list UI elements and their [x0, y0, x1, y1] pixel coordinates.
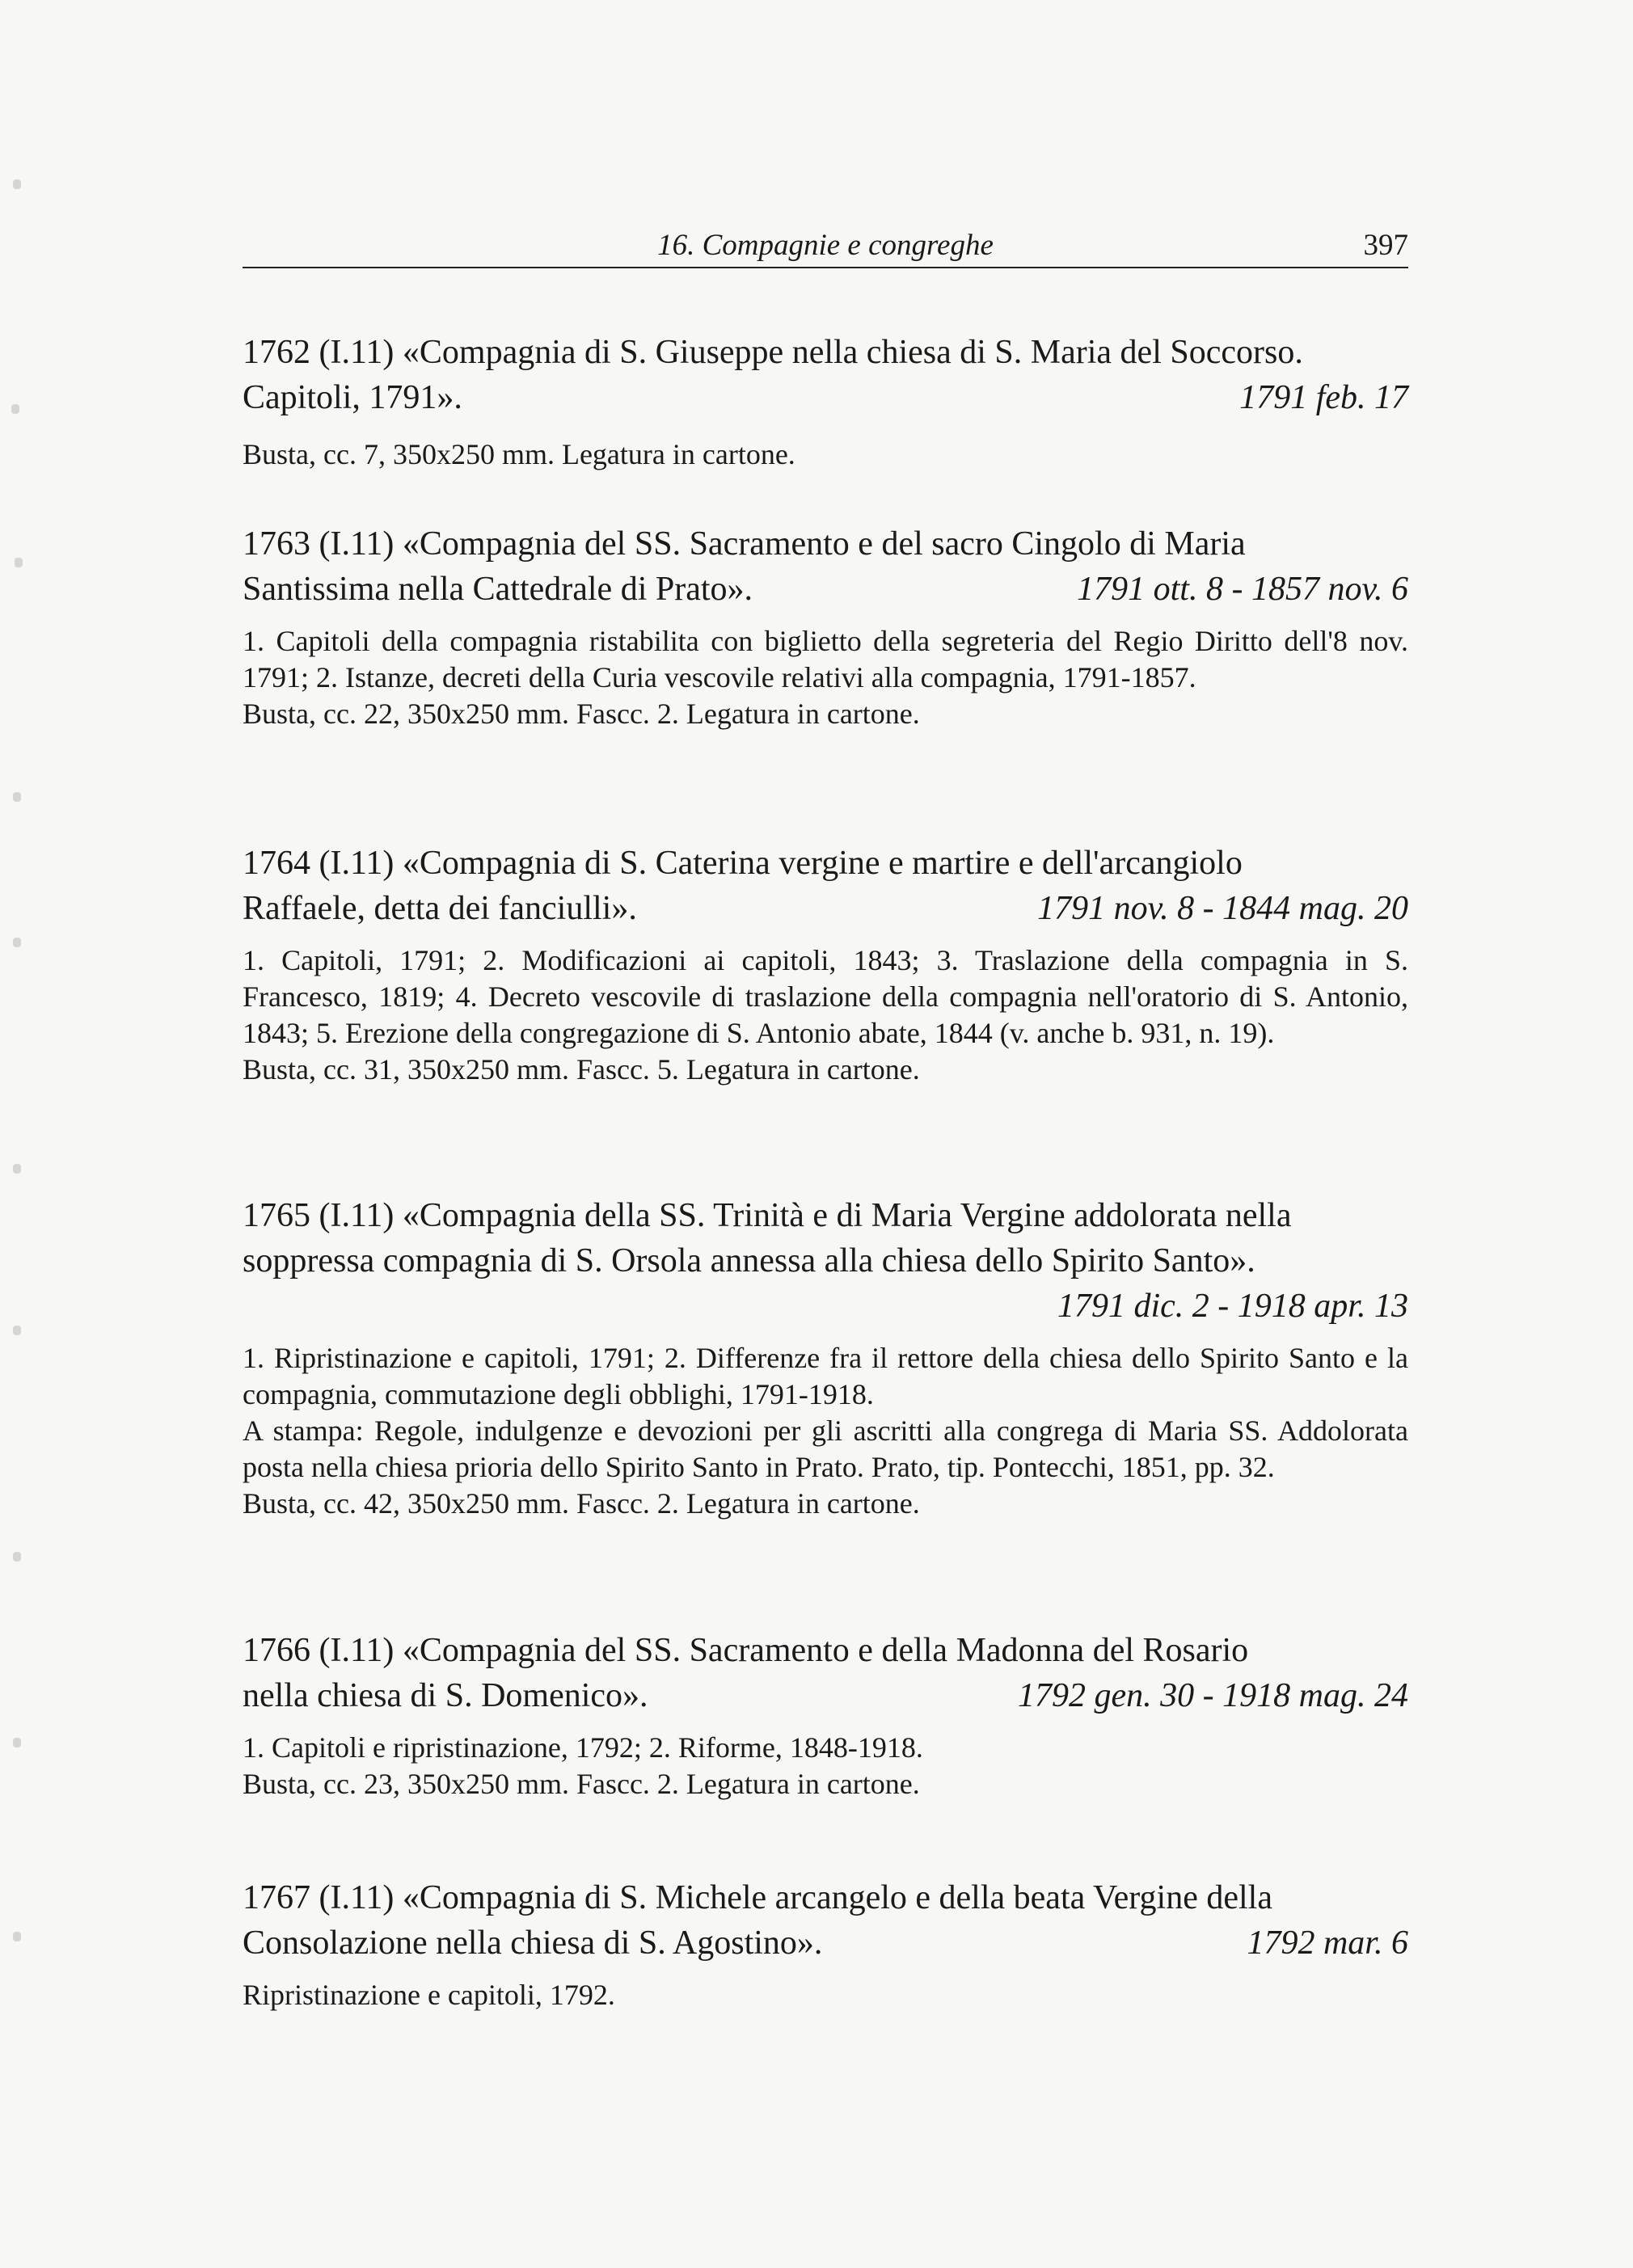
entry-description: [243, 942, 1408, 1088]
catalog-entry: [243, 1628, 1408, 1802]
binding-mark: [13, 1326, 21, 1335]
entry-physical-description: Busta, cc. 7, 350x250 mm. Legatura in cartone.: [243, 438, 795, 470]
entry-physical-description: Busta, cc. 22, 350x250 mm. Fascc. 2. Legatura in cartone.: [243, 698, 920, 730]
entry-title-line: 1764 (I.11) «Compagnia di S. Caterina vergine e martire e dell'arcangiolo: [243, 845, 1243, 882]
entry-title: [243, 1628, 1408, 1718]
binding-mark: [13, 792, 21, 802]
entry-date: 1791 dic. 2 - 1918 apr. 13: [1057, 1288, 1408, 1325]
entry-contents: 1. Capitoli della compagnia ristabilita con biglietto della segreteria del Regio Diritto dell'8 nov. 1791; 2. Istanze, decreti della Curia vescovile relativi alla compagnia, 1791-1857.: [243, 625, 1408, 693]
running-title: 16. Compagnie e congreghe: [657, 229, 994, 262]
binding-mark: [15, 558, 23, 567]
entry-title: [243, 330, 1408, 420]
entry-title-line: Santissima nella Cattedrale di Prato».: [243, 571, 753, 608]
page-number: 397: [1363, 229, 1408, 262]
entry-title-line: 1767 (I.11) «Compagnia di S. Michele arcangelo e della beata Vergine della: [243, 1879, 1272, 1916]
entry-contents: 1. Ripristinazione e capitoli, 1791; 2. Differenze fra il rettore della chiesa dello Spirito Santo e la compagnia, commutazione degli obblighi, 1791-1918.: [243, 1342, 1408, 1410]
entry-physical-description: Ripristinazione e capitoli, 1792.: [243, 1979, 615, 2011]
entry-title: [243, 841, 1408, 931]
entry-title-line: 1766 (I.11) «Compagnia del SS. Sacramento e della Madonna del Rosario: [243, 1632, 1249, 1669]
entry-title: [243, 1875, 1408, 1966]
binding-mark: [13, 1164, 21, 1174]
binding-mark: [11, 404, 19, 414]
entry-date: 1792 mar. 6: [1247, 1924, 1408, 1962]
entry-description: [243, 1340, 1408, 1522]
catalog-entry: [243, 521, 1408, 732]
entry-printed-note: A stampa: Regole, indulgenze e devozioni per gli ascritti alla congrega di Maria SS. Addolorata posta nella chiesa prioria dello Spirito Santo in Prato. Prato, tip. Pontecchi, 1851, pp. 32.: [243, 1414, 1408, 1483]
binding-mark: [13, 179, 21, 189]
entry-title-line: 1763 (I.11) «Compagnia del SS. Sacramento e del sacro Cingolo di Maria: [243, 525, 1246, 563]
entry-title-line: Raffaele, detta dei fanciulli».: [243, 890, 637, 927]
catalog-entry: [243, 330, 1408, 473]
entry-contents: 1. Capitoli, 1791; 2. Modificazioni ai capitoli, 1843; 3. Traslazione della compagnia in S. Francesco, 1819; 4. Decreto vescovile di traslazione della compagnia nell'oratorio di S. Antonio, 1843; 5. Erezione della congregazione di S. Antonio abate, 1844 (v. anche b. 931, n. 19).: [243, 944, 1408, 1049]
entry-date: 1792 gen. 30 - 1918 mag. 24: [1018, 1677, 1408, 1714]
binding-mark: [13, 1932, 21, 1941]
entry-title-line: soppressa compagnia di S. Orsola annessa alla chiesa dello Spirito Santo».: [243, 1242, 1255, 1279]
binding-mark: [13, 938, 21, 947]
binding-mark: [13, 1552, 21, 1562]
entry-title: [243, 521, 1408, 612]
entry-title-line: Consolazione nella chiesa di S. Agostino».: [243, 1924, 823, 1962]
entry-title: [243, 1193, 1408, 1329]
entry-description: [243, 1977, 1408, 2013]
entry-title-line: 1762 (I.11) «Compagnia di S. Giuseppe nella chiesa di S. Maria del Soccorso.: [243, 334, 1303, 371]
entry-physical-description: Busta, cc. 23, 350x250 mm. Fascc. 2. Legatura in cartone.: [243, 1768, 920, 1800]
entry-contents: 1. Capitoli e ripristinazione, 1792; 2. Riforme, 1848-1918.: [243, 1731, 923, 1764]
catalog-entry: [243, 841, 1408, 1088]
entry-date: 1791 nov. 8 - 1844 mag. 20: [1037, 890, 1408, 927]
entry-description: [243, 1730, 1408, 1802]
catalog-entry: [243, 1193, 1408, 1522]
entry-title-line: 1765 (I.11) «Compagnia della SS. Trinità e di Maria Vergine addolorata nella: [243, 1197, 1292, 1234]
entry-physical-description: Busta, cc. 42, 350x250 mm. Fascc. 2. Legatura in cartone.: [243, 1487, 920, 1520]
page-header: [243, 228, 1408, 268]
entry-date: 1791 ott. 8 - 1857 nov. 6: [1077, 571, 1408, 608]
binding-mark: [13, 1738, 21, 1747]
entry-title-line: Capitoli, 1791».: [243, 379, 462, 416]
entry-description: [243, 436, 1408, 473]
catalog-entry: [243, 1875, 1408, 2013]
entry-date: 1791 feb. 17: [1239, 379, 1408, 416]
entry-physical-description: Busta, cc. 31, 350x250 mm. Fascc. 5. Legatura in cartone.: [243, 1053, 920, 1086]
entry-description: [243, 623, 1408, 732]
entry-title-line: nella chiesa di S. Domenico».: [243, 1677, 648, 1714]
